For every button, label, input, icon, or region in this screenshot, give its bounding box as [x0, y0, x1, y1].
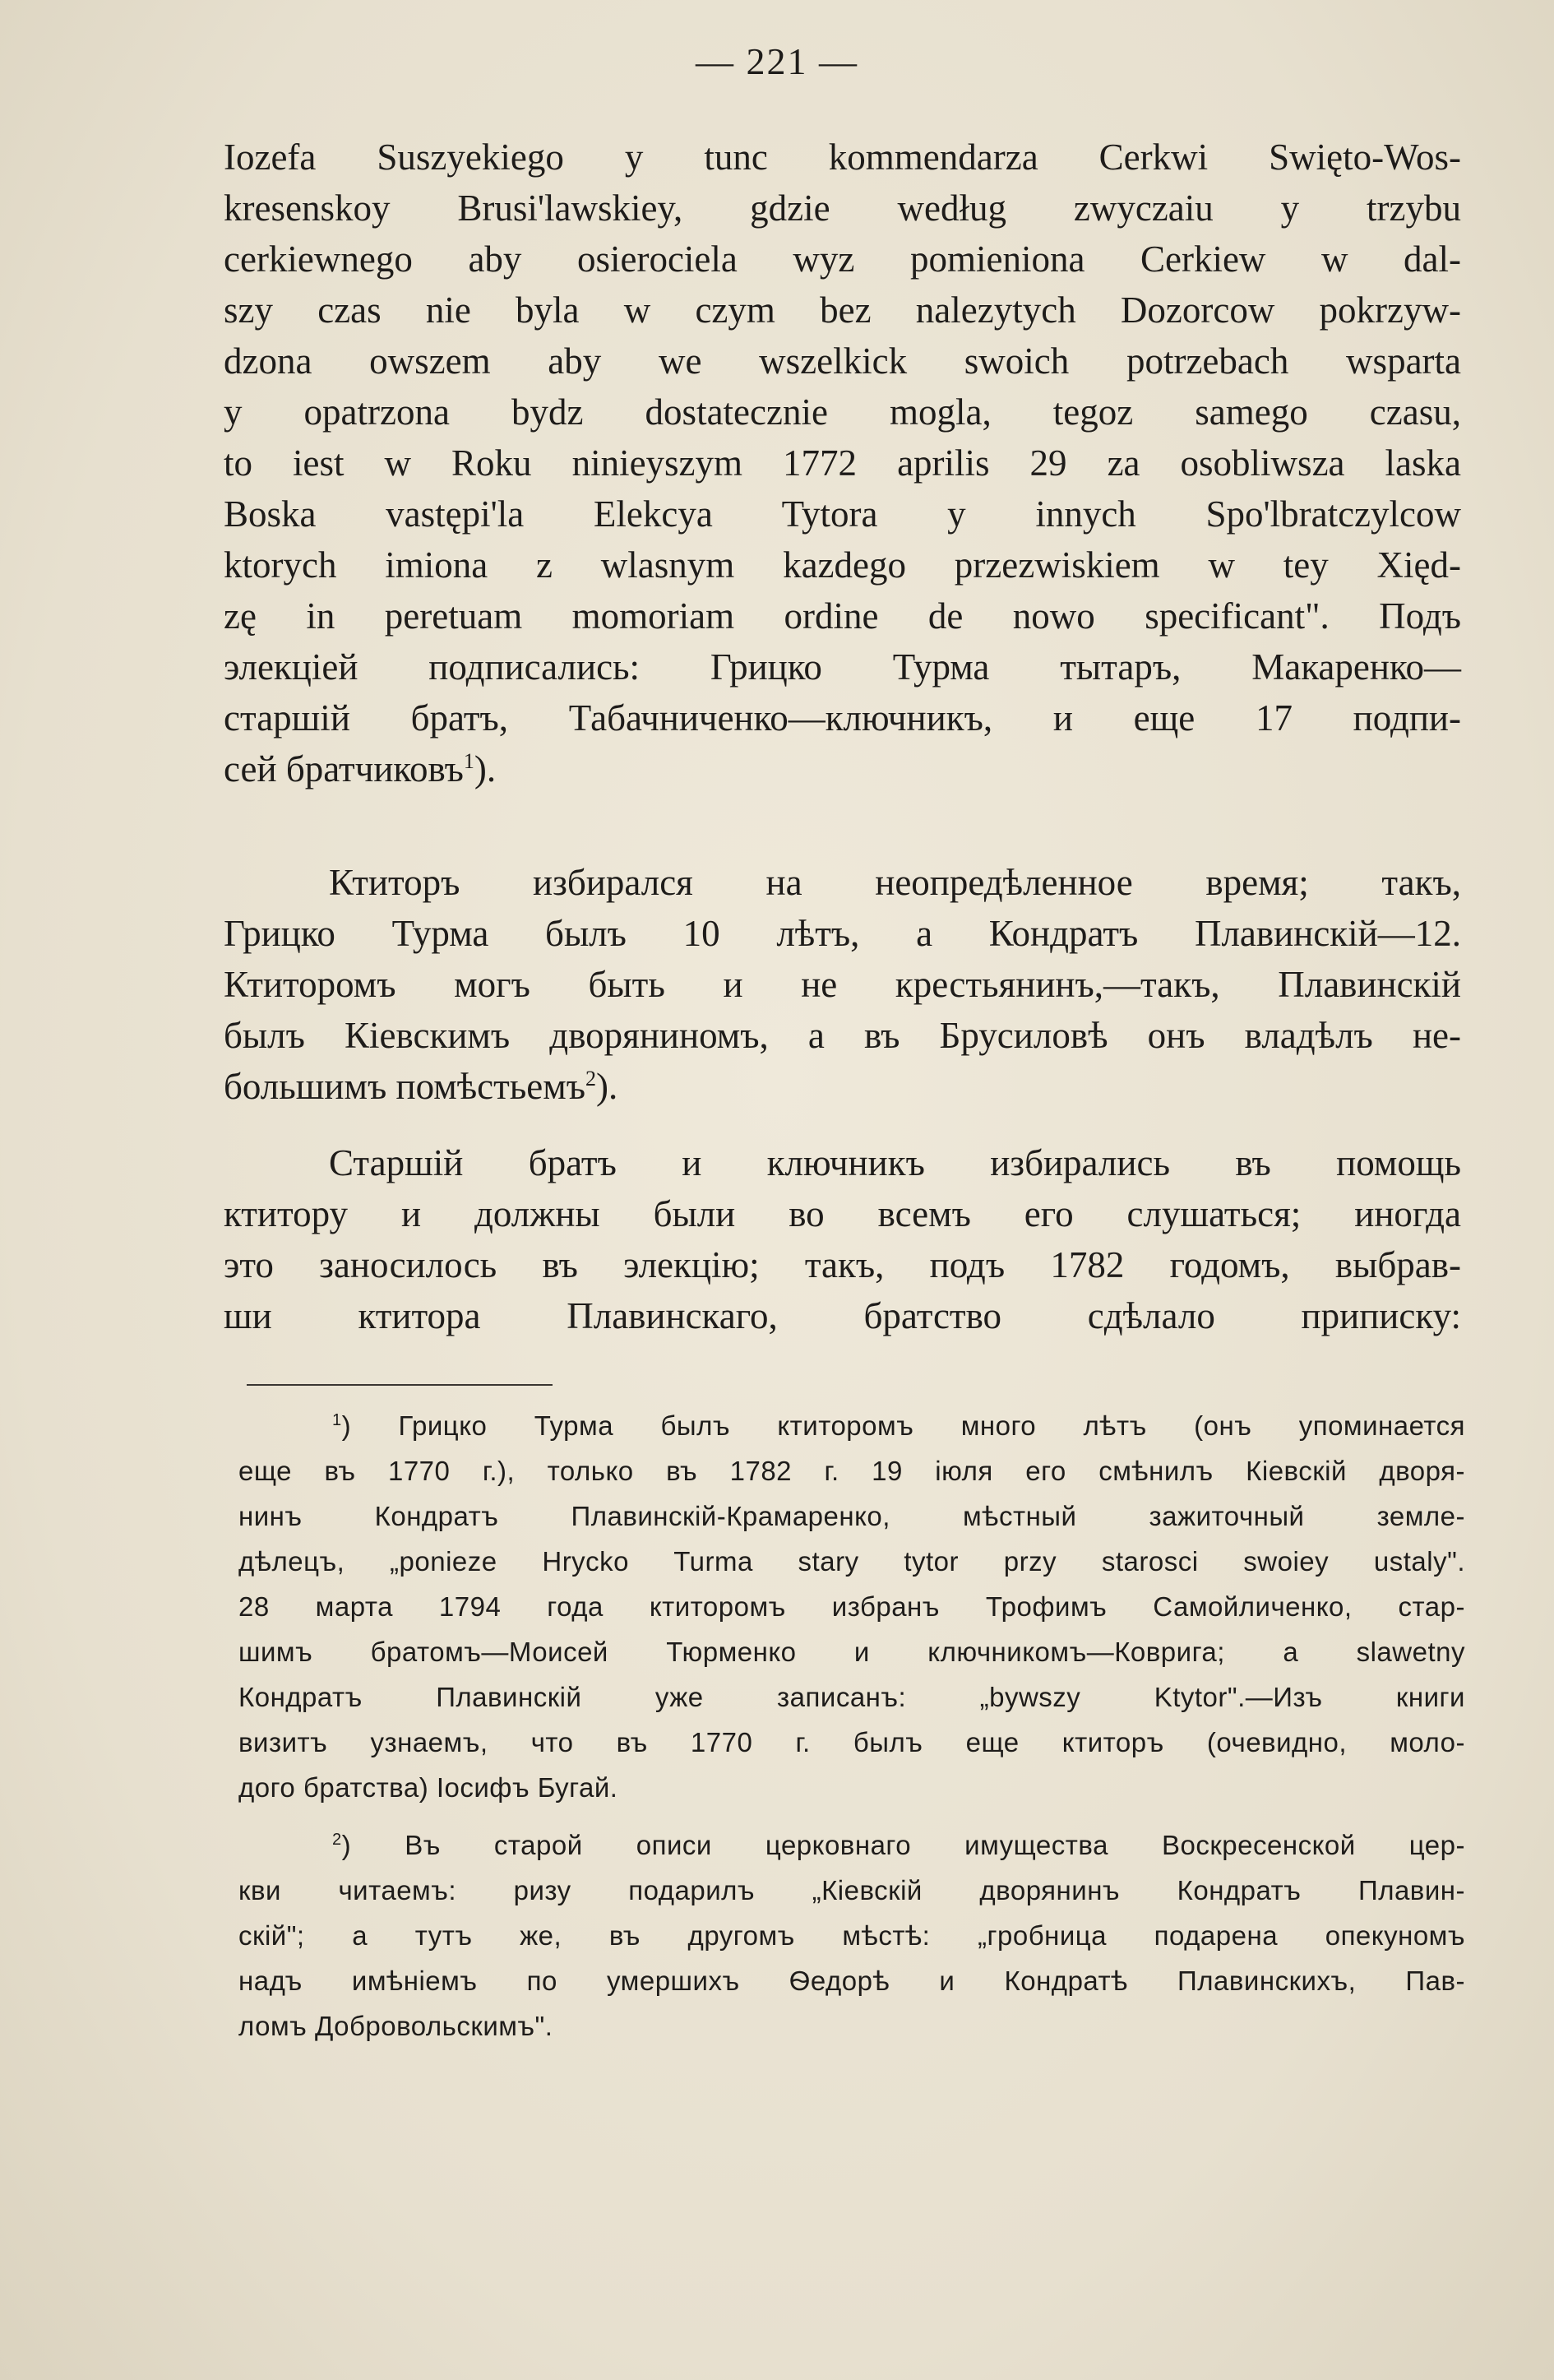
- footnote-ref-2: 2: [585, 1067, 597, 1090]
- footnote-line: кви читаемъ: ризу подарилъ „Кіевскій дворянинъ Кондратъ Плавин-: [238, 1875, 1465, 1905]
- footnote-line: скій"; а тутъ же, въ другомъ мѣстѣ: „гробница подарена опекуномъ: [238, 1920, 1465, 1951]
- footnote-line: дого братства) Іосифъ Бугай.: [238, 1772, 618, 1803]
- text-fragment: ) Въ старой описи церковнаго имущества Воскресенской цер-: [341, 1830, 1465, 1860]
- text-line: ши ктитора Плавинскаго, братство сдѣлало приписку:: [224, 1295, 1461, 1336]
- footnote-line: визитъ узнаемъ, что въ 1770 г. былъ еще ктиторъ (очевидно, моло-: [238, 1727, 1465, 1757]
- footnote-line: [238, 1822, 1465, 1868]
- footnote-line: еще въ 1770 г.), только въ 1782 г. 19 іюля его смѣнилъ Кіевскій дворя-: [238, 1456, 1465, 1486]
- text-fragment: большимъ помѣстьемъ: [224, 1066, 586, 1107]
- footnote-line: [238, 1403, 1465, 1448]
- footnote-line: нинъ Кондратъ Плавинскій-Крамаренко, мѣстный зажиточный земле-: [238, 1501, 1465, 1531]
- text-line: Ктиторъ избирался на неопредѣленное время; такъ,: [329, 862, 1461, 903]
- footnote-separator: [247, 1384, 553, 1386]
- text-line: былъ Кіевскимъ дворяниномъ, а въ Брусиловѣ онъ владѣлъ не-: [224, 1015, 1461, 1056]
- text-line: szy czas nie byla w czym bez nalezytych Dozorcow pokrzyw-: [224, 289, 1461, 331]
- paragraph-elder-brother: [224, 1137, 1461, 1341]
- footnote-marker: 1: [332, 1411, 342, 1429]
- text-line: zę in peretuam momoriam ordine de nowo specificant". Подъ: [224, 595, 1461, 637]
- text-line: [224, 743, 1461, 794]
- paragraph-latin-quote: [224, 132, 1461, 794]
- text-line: dzona owszem aby we wszelkick swoich potrzebach wsparta: [224, 340, 1461, 382]
- page-number: — 221 —: [696, 40, 858, 82]
- text-line: Ктиторомъ могъ быть и не крестьянинъ,—такъ, Плавинскій: [224, 964, 1461, 1005]
- text-line: Boska vastępi'la Elekcya Tytora y innych Spo'lbratczylcow: [224, 493, 1461, 535]
- footnote-2: [238, 1822, 1465, 2049]
- text-fragment: сей братчиковъ: [224, 748, 464, 789]
- text-line: элекціей подписались: Грицко Турма тытаръ, Макаренко—: [224, 646, 1461, 688]
- footnote-line: дѣлецъ, „ponieze Hrycko Turma stary tytor przy starosci swoiey ustaly".: [238, 1546, 1465, 1577]
- text-line: [224, 1061, 1461, 1112]
- text-fragment: ).: [474, 748, 497, 789]
- text-fragment: ).: [596, 1066, 618, 1107]
- footnote-line: 28 марта 1794 года ктиторомъ избранъ Трофимъ Самойличенко, стар-: [238, 1591, 1465, 1622]
- paragraph-ktitor-term: [224, 857, 1461, 1112]
- text-line: y opatrzona bydz dostatecznie mogla, tegoz samego czasu,: [224, 391, 1461, 433]
- text-line: старшій братъ, Табачниченко—ключникъ, и еще 17 подпи-: [224, 697, 1461, 739]
- text-line: cerkiewnego aby osierociela wyz pomieniona Cerkiew w dal-: [224, 238, 1461, 280]
- text-line: Грицко Турма былъ 10 лѣтъ, а Кондратъ Плавинскій—12.: [224, 913, 1461, 954]
- text-fragment: ) Грицко Турма былъ ктиторомъ много лѣтъ (онъ упоминается: [341, 1410, 1465, 1441]
- text-line: Iozefa Suszyekiego y tunc kommendarza Cerkwi Swięto-Wos-: [224, 137, 1461, 178]
- footnote-line: ломъ Добровольскимъ".: [238, 2011, 553, 2041]
- text-line: kresenskoy Brusi'lawskiey, gdzie według zwyczaiu y trzybu: [224, 188, 1461, 229]
- footnote-1: [238, 1403, 1465, 1810]
- text-line: ktorych imiona z wlasnym kazdego przezwiskiem w tey Xięd-: [224, 544, 1461, 586]
- footnote-line: шимъ братомъ—Моисей Тюрменко и ключникомъ—Коврига; а slawetny: [238, 1637, 1465, 1667]
- text-line: это заносилось въ элекцію; такъ, подъ 1782 годомъ, выбрав-: [224, 1244, 1461, 1285]
- footnote-ref-1: 1: [463, 749, 474, 773]
- text-line: to iest w Roku ninieyszym 1772 aprilis 29 za osobliwsza laska: [224, 442, 1461, 484]
- footnote-marker: 2: [332, 1831, 342, 1849]
- text-line: Старшій братъ и ключникъ избирались въ помощь: [329, 1142, 1461, 1183]
- footnote-line: надъ имѣніемъ по умершихъ Ѳедорѣ и Кондратѣ Плавинскихъ, Пав-: [238, 1966, 1465, 1996]
- footnote-line: Кондратъ Плавинскій уже записанъ: „bywszy Ktytor".—Изъ книги: [238, 1682, 1465, 1712]
- text-line: ктитору и должны были во всемъ его слушаться; иногда: [224, 1193, 1461, 1234]
